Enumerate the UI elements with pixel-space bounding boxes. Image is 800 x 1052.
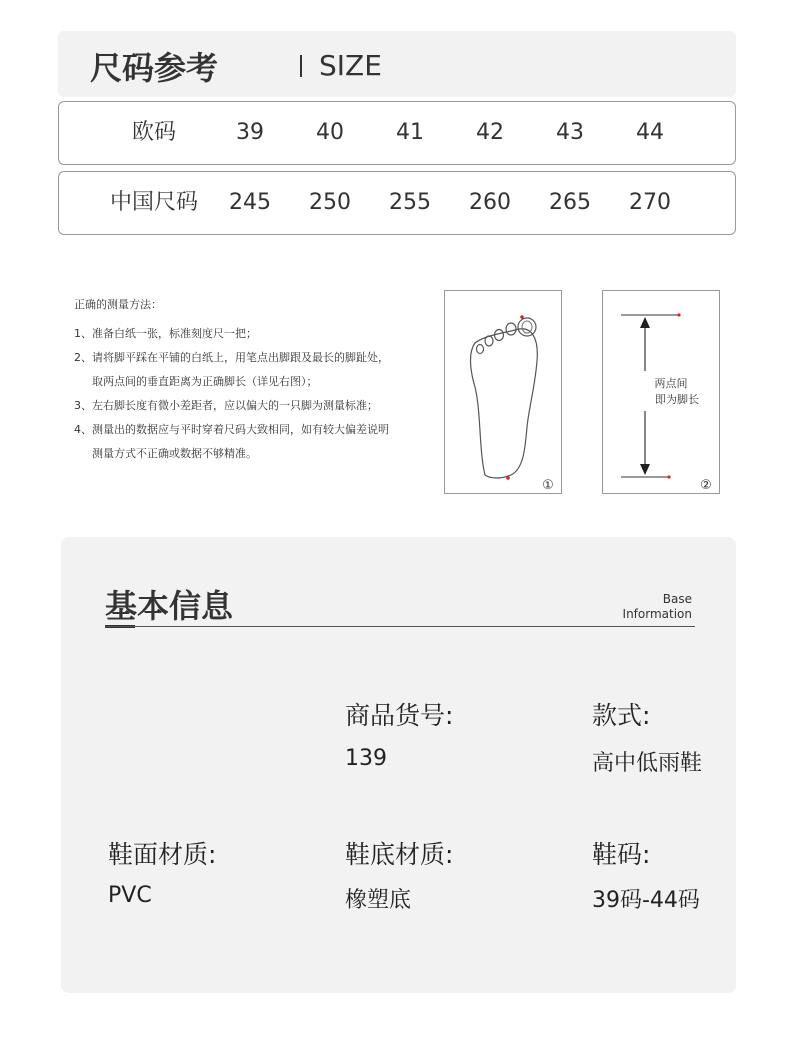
basic-info-card <box>61 537 736 993</box>
size-cell: 39 <box>236 120 264 145</box>
size-chart-header <box>58 31 736 97</box>
title-divider-line <box>105 626 695 627</box>
figure-number: ① <box>542 478 554 493</box>
size-cell: 245 <box>229 190 271 215</box>
size-cell: 250 <box>309 190 351 215</box>
size-cell: 265 <box>549 190 591 215</box>
shoe-size-value: 39码-44码 <box>592 888 700 913</box>
measurement-instructions <box>74 292 434 466</box>
instructions-title: 正确的测量方法： <box>74 298 162 311</box>
heel-marker <box>506 476 510 480</box>
size-row-label: 中国尺码 <box>109 190 199 215</box>
size-row-label: 欧码 <box>131 120 177 145</box>
size-row-eu <box>58 101 736 165</box>
sole-material-label: 鞋底材质: <box>345 840 454 869</box>
size-cell: 270 <box>629 190 671 215</box>
info-title-en-line1: Base <box>662 592 692 606</box>
toe-marker <box>520 315 524 319</box>
foot-length-figure <box>602 290 720 494</box>
size-cell: 43 <box>556 120 584 145</box>
upper-material-value: PVC <box>108 883 152 908</box>
instruction-step: 3、左右脚长度有微小差距者，应以偏大的一只脚为测量标准； <box>74 399 378 412</box>
instruction-step: 2、请将脚平踩在平铺的白纸上，用笔点出脚跟及最长的脚趾处， <box>74 351 389 364</box>
figure-number: ② <box>700 478 712 493</box>
info-title-en-line2: Information <box>622 607 692 621</box>
size-cell: 40 <box>316 120 344 145</box>
info-title-en <box>623 592 692 622</box>
shoe-size-label: 鞋码: <box>592 840 651 869</box>
title-divider <box>300 55 302 77</box>
instruction-step-cont: 测量方式不正确或数据不够精准。 <box>92 447 257 460</box>
info-title: 基本信息 <box>105 587 234 625</box>
upper-material-label: 鞋面材质: <box>108 840 217 869</box>
size-cell: 260 <box>469 190 511 215</box>
size-cell: 42 <box>476 120 504 145</box>
length-arrow-icon <box>603 291 719 493</box>
instruction-step: 4、测量出的数据应与平时穿着尺码大致相同，如有较大偏差说明 <box>74 423 389 436</box>
foot-outline-icon <box>445 291 561 493</box>
figure-label: 两点间 <box>654 377 688 390</box>
instruction-step: 1、准备白纸一张，标准刻度尺一把； <box>74 327 257 340</box>
size-row-cn <box>58 171 736 235</box>
style-value: 高中低雨鞋 <box>592 751 703 776</box>
size-cell: 255 <box>389 190 431 215</box>
bottom-marker <box>667 475 670 478</box>
foot-outline-figure <box>444 290 562 494</box>
top-marker <box>677 313 680 316</box>
size-chart-title: 尺码参考 <box>90 49 219 87</box>
figure-label: 即为脚长 <box>655 393 699 406</box>
size-cell: 41 <box>396 120 424 145</box>
instruction-step-cont: 取两点间的垂直距离为正确脚长（详见右图）； <box>92 375 318 388</box>
item-number-value: 139 <box>345 746 387 771</box>
item-number-label: 商品货号: <box>345 701 454 730</box>
size-cell: 44 <box>636 120 664 145</box>
size-chart-title-en: SIZE <box>319 49 382 82</box>
sole-material-value: 橡塑底 <box>345 888 412 913</box>
style-label: 款式: <box>592 701 651 730</box>
